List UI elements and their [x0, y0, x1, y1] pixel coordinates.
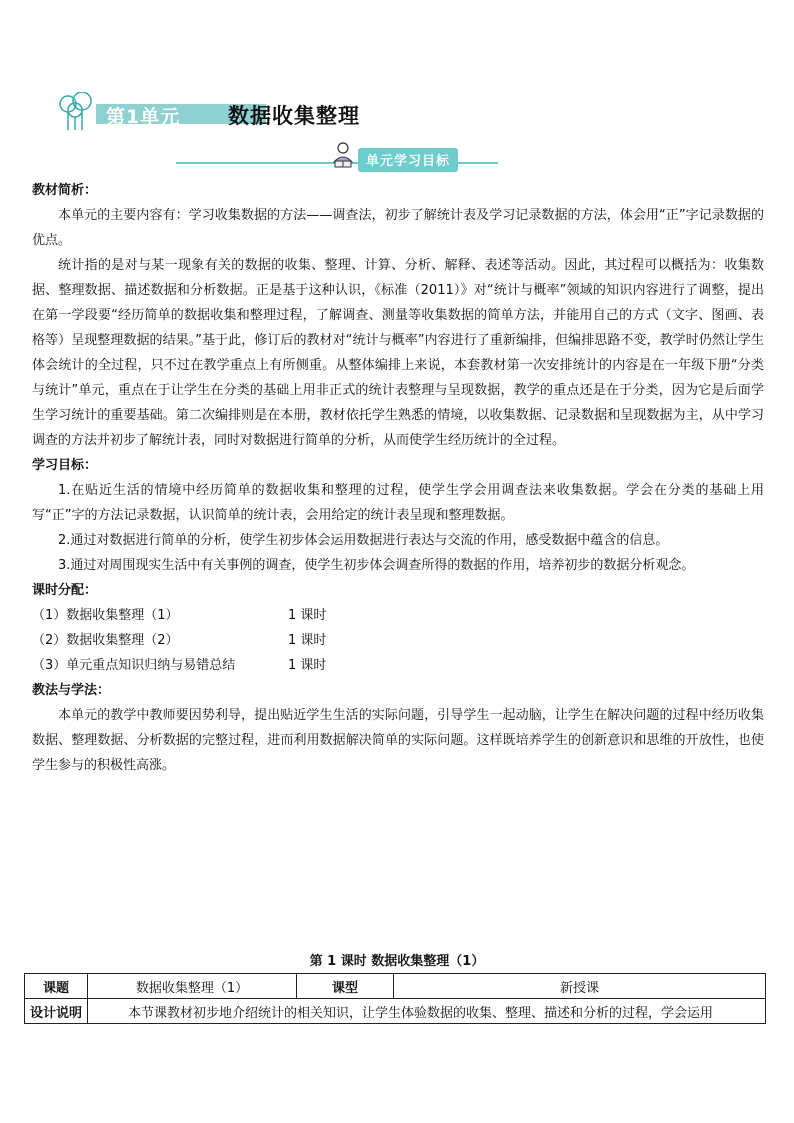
- paragraph: 本单元的教学中教师要因势利导，提出贴近学生生活的实际问题，引导学生一起动脑，让学生在解决问题的过程中经历收集数据、整理数据、分析数据的完整过程，进而利用数据解决简单的实际问题。这样既培养学生的创新意识和思维的开放性，也使学生参与的积极性高涨。: [32, 708, 764, 773]
- schedule-list: [32, 603, 452, 678]
- lesson-table: [24, 973, 766, 1024]
- unit-header: [58, 92, 758, 132]
- paragraph: 2.通过对数据进行简单的分析，使学生初步体会运用数据进行表达与交流的作用，感受数据中蕴含的信息。: [58, 533, 669, 548]
- unit-title: 数据收集整理: [228, 104, 360, 128]
- section-title-analysis: 教材简析：: [32, 183, 98, 198]
- schedule-hours: 1 课时: [288, 658, 327, 673]
- type-label: 课型: [297, 974, 394, 999]
- schedule-item: （2）数据收集整理（2）: [32, 633, 179, 648]
- schedule-hours: 1 课时: [288, 633, 327, 648]
- section-title-goals: 学习目标：: [32, 458, 98, 473]
- schedule-row: [32, 603, 452, 628]
- student-reading-icon: [328, 140, 358, 170]
- paragraph: 本单元的主要内容有：学习收集数据的方法——调查法，初步了解统计表及学习记录数据的方法，体会用“正”字记录数据的优点。: [32, 208, 764, 248]
- paragraph: 3.通过对周围现实生活中有关事例的调查，使学生初步体会调查所得的数据的作用，培养初步的数据分析观念。: [58, 558, 695, 573]
- design-text: 本节课教材初步地介绍统计的相关知识，让学生体验数据的收集、整理、描述和分析的过程，学会运用: [88, 999, 766, 1024]
- table-row: [25, 974, 766, 999]
- schedule-item: （3）单元重点知识归纳与易错总结: [32, 658, 236, 673]
- topic-value: 数据收集整理（1）: [88, 974, 297, 999]
- goal-badge-label: 单元学习目标: [366, 154, 451, 169]
- goal-badge: [358, 148, 458, 172]
- schedule-row: [32, 653, 452, 678]
- lesson-caption: 第 1 课时 数据收集整理（1）: [309, 954, 485, 969]
- document-body: [32, 178, 764, 778]
- schedule-hours: 1 课时: [288, 608, 327, 623]
- table-row: [25, 999, 766, 1024]
- unit-goal-banner: [176, 140, 498, 174]
- design-label: 设计说明: [25, 999, 88, 1024]
- section-title-methods: 教法与学法：: [32, 683, 111, 698]
- unit-label: 第1单元: [106, 106, 181, 128]
- paragraph: 统计指的是对与某一现象有关的数据的收集、整理、计算、分析、解释、表述等活动。因此，其过程可以概括为：收集数据、整理数据、描述数据和分析数据。正是基于这种认识，《标准（2011）》对“统计与概率”领域的知识内容进行了调整，提出在第一学段要“经历简单的数据收集和整理过程，了解调查、测量等收集数据的简单方法，并能用自己的方式（文字、图画、表格等）呈现整理数据的结果。”基于此，修订后的教材对“统计与概率”内容进行了重新编排，但编排思路不变，教学时仍然让学生体会统计的全过程，只不过在教学重点上有所侧重。从整体编排上来说，本套教材第一次安排统计的内容是在一年级下册“分类与统计”单元，重点在于让学生在分类的基础上用非正式的统计表整理与呈现数据，教学的重点还是在于分类，因为它是后面学生学习统计的重要基础。第二次编排则是在本册，教材依托学生熟悉的情境，以收集数据、记录数据和呈现数据为主，从中学习调查的方法并初步了解统计表，同时对数据进行简单的分析，从而使学生经历统计的全过程。: [32, 258, 764, 448]
- schedule-item: （1）数据收集整理（1）: [32, 608, 179, 623]
- topic-label: 课题: [25, 974, 88, 999]
- schedule-row: [32, 628, 452, 653]
- paragraph: 1.在贴近生活的情境中经历简单的数据收集和整理的过程，使学生学会用调查法来收集数据。学会在分类的基础上用写“正”字的方法记录数据，认识简单的统计表，会用给定的统计表呈现和整理数据。: [32, 483, 764, 523]
- tree-icon: [58, 92, 100, 132]
- section-title-schedule: 课时分配：: [32, 583, 98, 598]
- type-value: 新授课: [394, 974, 766, 999]
